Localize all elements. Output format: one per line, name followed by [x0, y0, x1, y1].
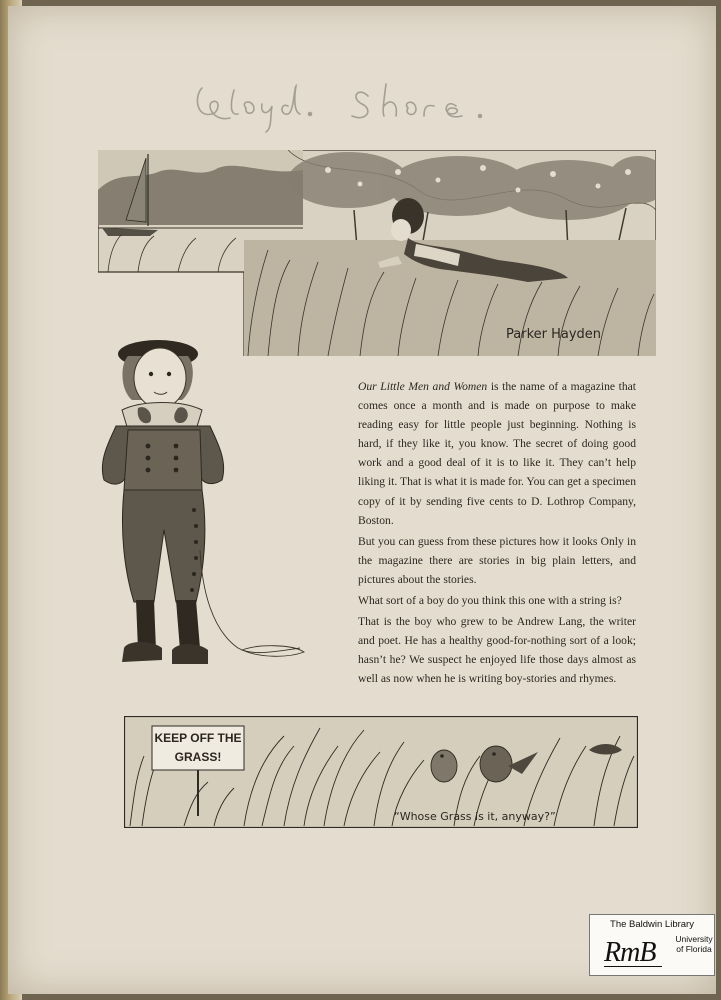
library-stamp [589, 914, 715, 976]
logo-underline [604, 966, 662, 967]
keep-off-the-grass-illustration [124, 716, 638, 828]
handwritten-signature [190, 68, 550, 138]
paragraph-1-body: is the name of a magazine that comes once a month and is made on purpose to make reading easy for little people just beginning. Nothing is hard, if they like it, you know. The secret of doing good work and a good deal of it is to like it. They can’t help liking it. That is what it is made for. You can get a specimen copy of it by sending five cents to D. Lothrop Company, Boston. [358, 380, 636, 527]
keep-off-grass-sign: KEEP OFF THE GRASS! [154, 731, 242, 764]
article-text [358, 377, 636, 689]
university-name: University of Florida [675, 934, 713, 954]
standing-boy-with-string-illustration [92, 330, 307, 680]
paragraph-4: That is the boy who grew to be Andrew Lang, the writer and poet. He has a healthy good-for-nothing sort of a look; hasn’t he? We suspect he enjoyed life those days almost as well as now when he is writing boy-stories and rhymes. [358, 615, 636, 686]
paragraph-3: What sort of a boy do you think this one with a string is? [358, 594, 622, 608]
paragraph-1 [358, 377, 636, 530]
top-engraving-boy-in-grass [98, 150, 656, 356]
boy-lying-in-grass-illustration [98, 150, 656, 356]
library-name: The Baldwin Library [610, 919, 694, 930]
signature-scribble [190, 68, 550, 138]
bottom-engraving-birds-in-grass [124, 716, 638, 828]
illustrator-signature: Parker Hayden [506, 327, 602, 342]
library-logo [604, 937, 655, 969]
illustration-caption: “Whose Grass is it, anyway?” [394, 810, 556, 823]
magazine-title: Our Little Men and Women [358, 380, 488, 393]
boy-engraving-andrew-lang [92, 330, 307, 680]
paragraph-2: But you can guess from these pictures how it looks Only in the magazine there are stories in big plain letters, and pictures about the stories. [358, 534, 636, 586]
library-logo-text: RmB [604, 937, 656, 968]
